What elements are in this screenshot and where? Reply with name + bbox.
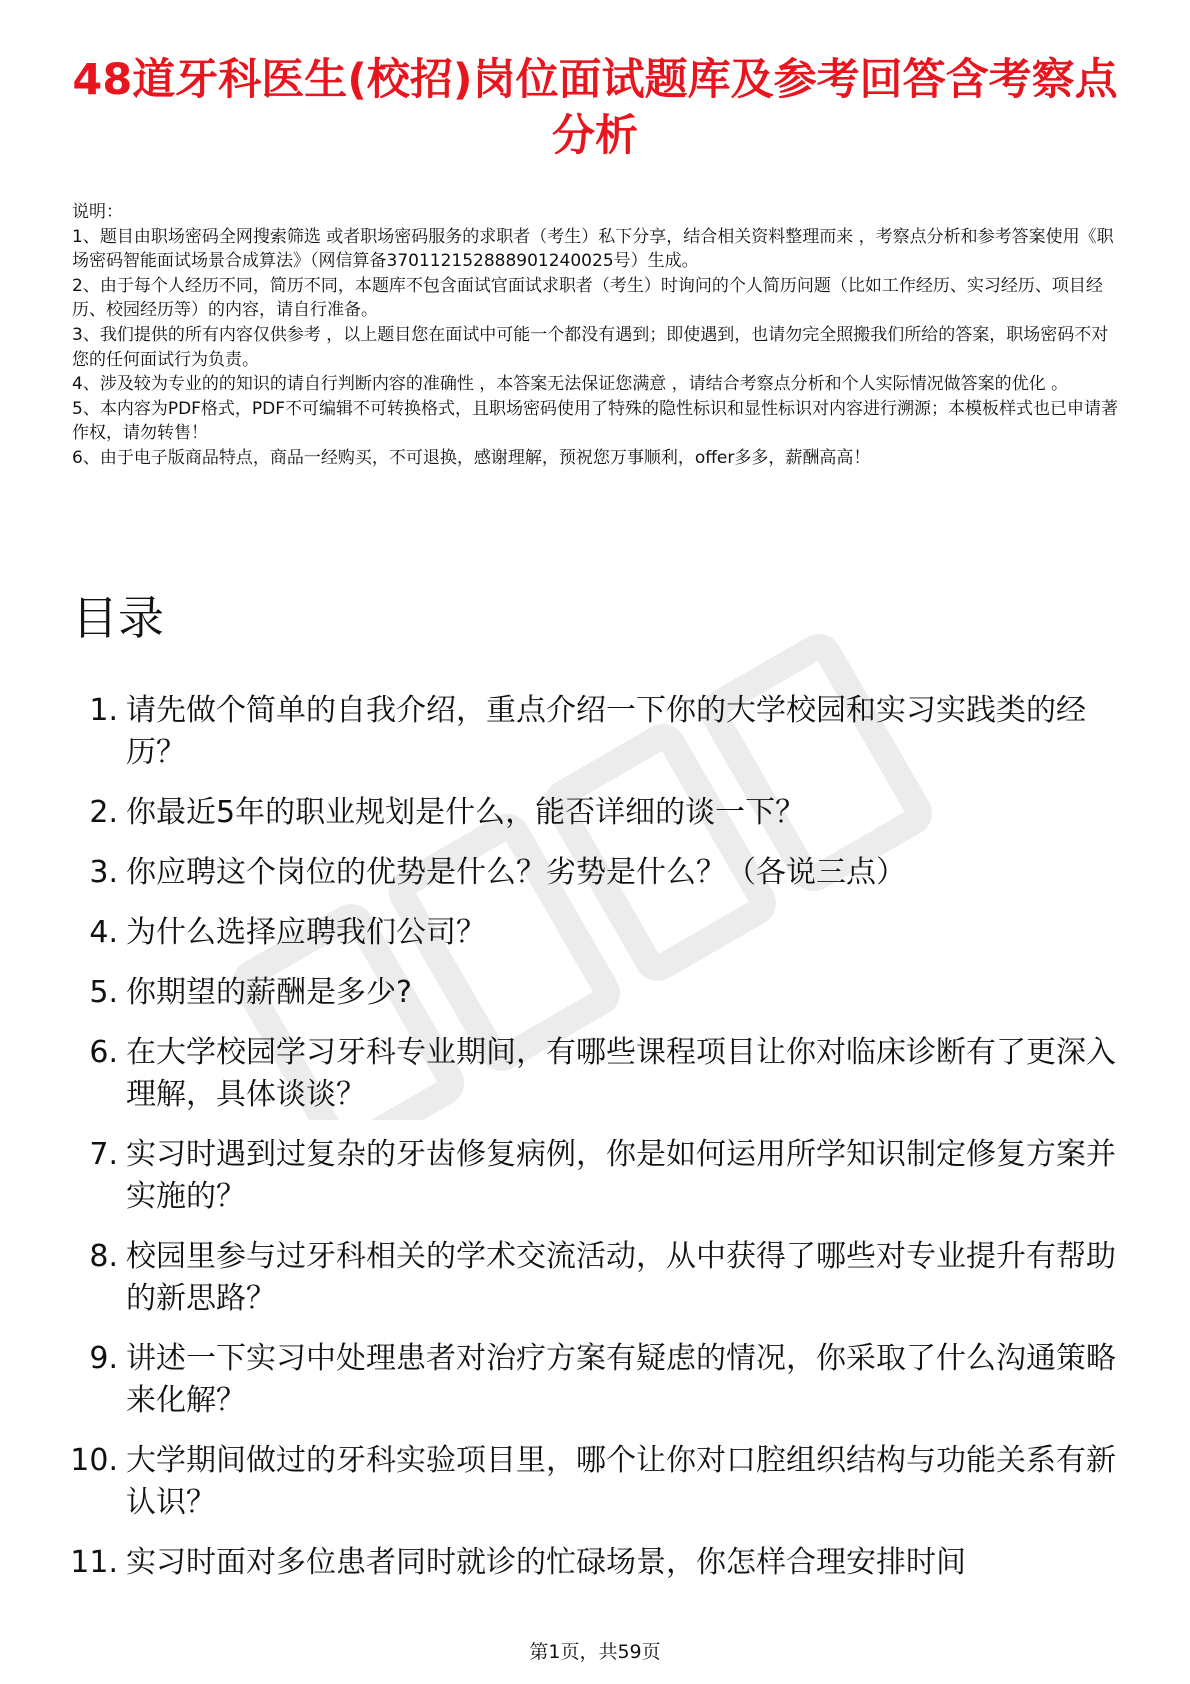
toc-item[interactable] xyxy=(60,1440,1120,1524)
toc-item[interactable] xyxy=(60,1338,1120,1422)
toc-item-number: 4. xyxy=(89,915,118,950)
toc-item-text: 实习时面对多位患者同时就诊的忙碌场景，你怎样合理安排时间 xyxy=(126,1545,966,1580)
note-item: 2、由于每个人经历不同，简历不同，本题库不包含面试官面试求职者（考生）时询问的个人简历问题（比如工作经历、实习经历、项目经历、校园经历等）的内容，请自行准备。 xyxy=(72,275,1103,321)
note-item: 3、我们提供的所有内容仅供参考 ，以上题目您在面试中可能一个都没有遇到；即使遇到，也请勿完全照搬我们所给的答案，职场密码不对您的任何面试行为负责。 xyxy=(72,324,1109,370)
toc-item-number: 7. xyxy=(89,1137,118,1172)
toc-item-number: 5. xyxy=(89,975,118,1010)
toc-item-text: 大学期间做过的牙科实验项目里，哪个让你对口腔组织结构与功能关系有新认识？ xyxy=(126,1443,1116,1520)
toc-item-number: 10. xyxy=(70,1443,118,1478)
note-item: 5、本内容为PDF格式，PDF不可编辑不可转换格式，且职场密码使用了特殊的隐性标识和显性标识对内容进行溯源；本模板样式也已申请著作权，请勿转售！ xyxy=(72,398,1119,444)
toc-item-number: 1. xyxy=(89,693,118,728)
toc-item-number: 11. xyxy=(70,1545,118,1580)
toc-item[interactable] xyxy=(60,690,1120,774)
toc-heading: 目录 xyxy=(72,591,164,645)
toc-item-text: 为什么选择应聘我们公司？ xyxy=(126,915,486,950)
toc-item-text: 你应聘这个岗位的优势是什么？劣势是什么？（各说三点） xyxy=(126,855,906,890)
note-item: 1、题目由职场密码全网搜索筛选 或者职场密码服务的求职者（考生）私下分享，结合相关资料整理而来 ，考察点分析和参考答案使用《职场密码智能面试场景合成算法》（网信算备370112152888901240025号）生成。 xyxy=(72,226,1114,272)
toc-item[interactable] xyxy=(60,792,1120,834)
toc-item-number: 6. xyxy=(89,1035,118,1070)
toc-item[interactable] xyxy=(60,852,1120,894)
toc-item-text: 校园里参与过牙科相关的学术交流活动，从中获得了哪些对专业提升有帮助的新思路？ xyxy=(126,1239,1116,1316)
page-footer: 第1页，共59页 xyxy=(529,1641,661,1663)
toc-item-number: 3. xyxy=(89,855,118,890)
note-item: 4、涉及较为专业的的知识的请自行判断内容的准确性 ，本答案无法保证您满意 ，请结合考察点分析和个人实际情况做答案的优化 。 xyxy=(72,374,1069,395)
toc-item-text: 讲述一下实习中处理患者对治疗方案有疑虑的情况，你采取了什么沟通策略来化解？ xyxy=(126,1341,1116,1418)
toc-item-text: 你期望的薪酬是多少? xyxy=(126,975,412,1010)
toc-item[interactable] xyxy=(60,1236,1120,1320)
toc-item[interactable] xyxy=(60,1032,1120,1116)
notes-label: 说明： xyxy=(72,202,123,222)
notes-section xyxy=(72,200,1122,471)
note-item: 6、由于电子版商品特点，商品一经购买，不可退换，感谢理解，预祝您万事顺利，offer多多，薪酬高高！ xyxy=(72,447,871,468)
toc-item-text: 请先做个简单的自我介绍，重点介绍一下你的大学校园和实习实践类的经历？ xyxy=(126,693,1086,770)
toc-item-text: 你最近5年的职业规划是什么，能否详细的谈一下？ xyxy=(126,795,806,830)
toc-item-number: 9. xyxy=(89,1341,118,1376)
toc-item[interactable] xyxy=(60,1134,1120,1218)
toc-item-text: 在大学校园学习牙科专业期间，有哪些课程项目让你对临床诊断有了更深入理解，具体谈谈？ xyxy=(126,1035,1116,1112)
toc-item[interactable] xyxy=(60,972,1120,1014)
page-title: 48道牙科医生(校招)岗位面试题库及参考回答含考察点分析 xyxy=(72,55,1118,161)
toc-item-number: 8. xyxy=(89,1239,118,1274)
toc-item-text: 实习时遇到过复杂的牙齿修复病例，你是如何运用所学知识制定修复方案并实施的？ xyxy=(126,1137,1116,1214)
toc-item[interactable] xyxy=(60,1542,1120,1584)
toc-list xyxy=(60,690,1120,1602)
toc-item-number: 2. xyxy=(89,795,118,830)
toc-item[interactable] xyxy=(60,912,1120,954)
